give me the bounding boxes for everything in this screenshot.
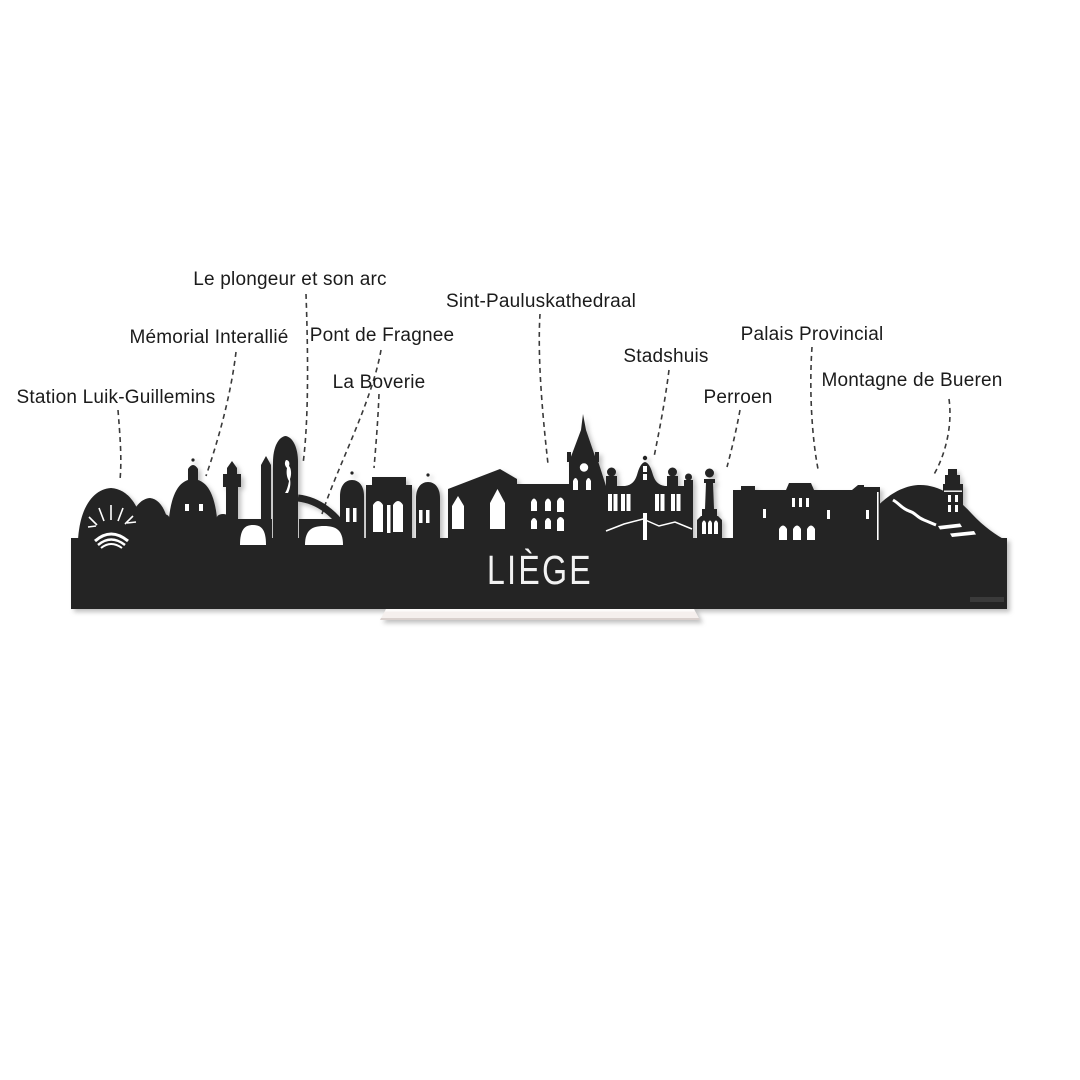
sint-pauluskathedraal-shape xyxy=(567,414,606,545)
memorial-interallie-shape xyxy=(156,458,230,540)
label-sint-pauluskathedraal: Sint-Pauluskathedraal xyxy=(445,291,637,312)
label-palais-provincial: Palais Provincial xyxy=(740,324,884,345)
label-pont-de-fragnee: Pont de Fragnee xyxy=(309,325,455,346)
city-name-text: LIÈGE xyxy=(487,547,593,593)
label-montagne-de-bueren: Montagne de Bueren xyxy=(821,370,1003,391)
watermark xyxy=(970,597,1004,602)
montagne-de-bueren-shape xyxy=(866,485,1007,545)
palais-provincial-shape xyxy=(733,483,880,540)
plongeur-tower-shape xyxy=(273,436,298,540)
label-memorial-interallie: Mémorial Interallié xyxy=(129,327,289,348)
hill-tower-shape xyxy=(943,469,963,540)
label-station-luik-guillemins: Station Luik-Guillemins xyxy=(16,387,216,408)
label-la-boverie: La Boverie xyxy=(332,372,426,393)
display-stand xyxy=(380,609,700,620)
label-le-plongeur-et-son-arc: Le plongeur et son arc xyxy=(193,269,387,290)
label-perroen: Perroen xyxy=(703,387,773,408)
label-stadshuis: Stadshuis xyxy=(623,346,709,367)
